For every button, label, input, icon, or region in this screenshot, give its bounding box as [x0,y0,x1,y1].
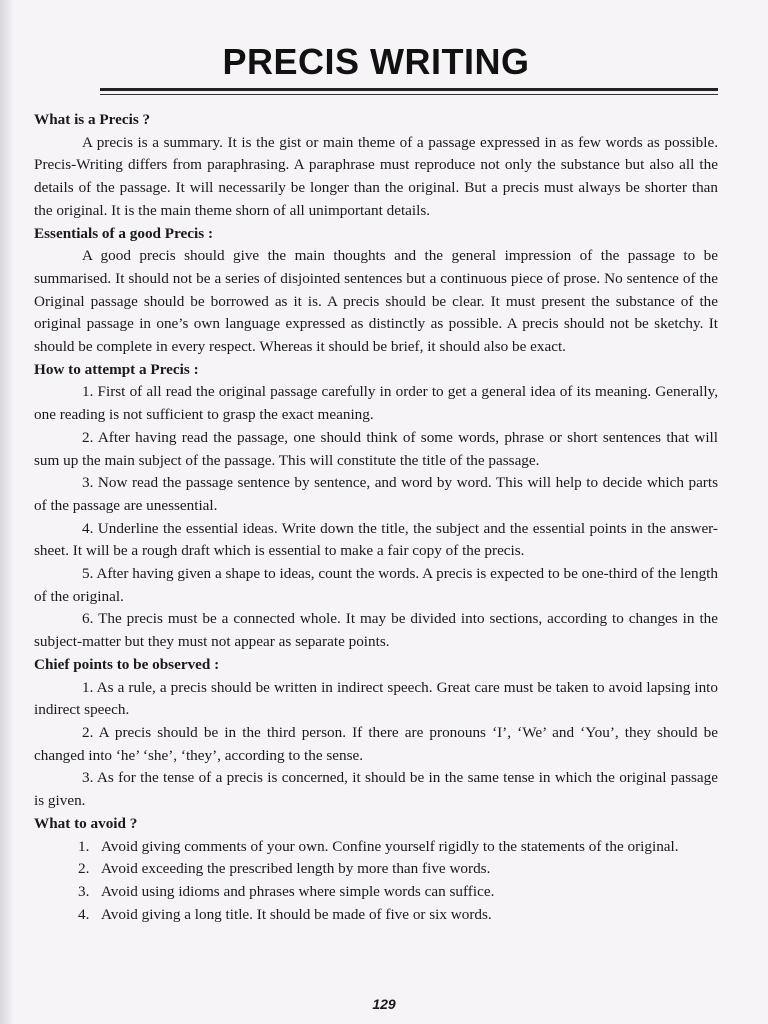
how-to-point: 5. After having given a shape to ideas, count the words. A precis is expected to be one-third of the length of the original. [34,565,718,605]
page-title: PRECIS WRITING [222,41,530,82]
heading-essentials: Essentials of a good Precis : [34,224,214,242]
avoid-item-number: 1. [78,837,90,855]
chief-point: 2. A precis should be in the third person. If there are pronouns ‘I’, ‘We’ and ‘You’, they should be changed into ‘he’ ‘she’, ‘they’, according to the sense. [34,723,718,764]
chief-point: 3. As for the tense of a precis is concerned, it should be in the same tense in which the original passage is given. [34,769,718,810]
how-to-point: 1. First of all read the original passage carefully in order to get a general idea of its meaning. Generally, one reading is not sufficient to grasp the exact meaning. [34,383,718,424]
title-rule-thick [100,88,718,91]
avoid-item-text: Avoid giving a long title. It should be made of five or six words. [100,905,492,923]
avoid-item [34,904,718,927]
avoid-item-text: Avoid using idioms and phrases where simple words can suffice. [100,882,495,900]
avoid-item [34,836,718,859]
avoid-item-number: 4. [78,905,90,923]
how-to-point: 6. The precis must be a connected whole. It may be divided into sections, according to changes in the subject-matter but they must not appear as separate points. [34,610,718,651]
heading-chief-points: Chief points to be observed : [34,655,220,673]
paragraph-what-is-precis: A precis is a summary. It is the gist or main theme of a passage expressed in as few words as possible. Precis-Writing differs from paraphrasing. A paraphrase must reproduce not only the substance but also all the details of the passage. It will necessarily be longer than the original. But a precis must always be shorter than the original. It is the main theme shorn of all unimportant details. [34,133,718,219]
avoid-item [34,881,718,904]
how-to-point: 4. Underline the essential ideas. Write down the title, the subject and the essential points in the answer-sheet. It will be a rough draft which is essential to make a fair copy of the precis. [34,519,718,560]
avoid-item-number: 2. [78,860,90,878]
paragraph-essentials: A good precis should give the main thoughts and the general impression of the passage to be summarised. It should not be a series of disjointed sentences but a continuous piece of prose. No sentence of the Original passage should be borrowed as it is. A precis should be clear. It must present the substance of the original passage in one’s own language expressed as distinctly as possible. A precis should not be sketchy. It should be complete in every respect. Whereas it should be brief, it should also be exact. [34,247,718,356]
heading-what-is-precis: What is a Precis ? [34,111,151,128]
avoid-item-number: 3. [78,882,90,900]
chief-point: 1. As a rule, a precis should be written in indirect speech. Great care must be taken to avoid lapsing into indirect speech. [34,678,718,719]
heading-how-to-attempt: How to attempt a Precis : [34,360,199,378]
document-page [34,40,718,926]
document-body [34,109,718,926]
page-number: 129 [372,996,396,1012]
how-to-point: 2. After having read the passage, one should think of some words, phrase or short sentences that will sum up the main subject of the passage. This will constitute the title of the passage. [34,428,718,469]
heading-what-to-avoid: What to avoid ? [34,814,138,832]
how-to-point: 3. Now read the passage sentence by sentence, and word by word. This will help to decide which parts of the passage are unessential. [34,474,718,514]
avoid-item-text: Avoid exceeding the prescribed length by more than five words. [100,860,491,878]
avoid-item [34,858,718,881]
title-rule-thin [100,94,718,95]
page-edge-shadow [0,0,14,1024]
avoid-item-text: Avoid giving comments of your own. Confine yourself rigidly to the statements of the original. [100,837,679,855]
